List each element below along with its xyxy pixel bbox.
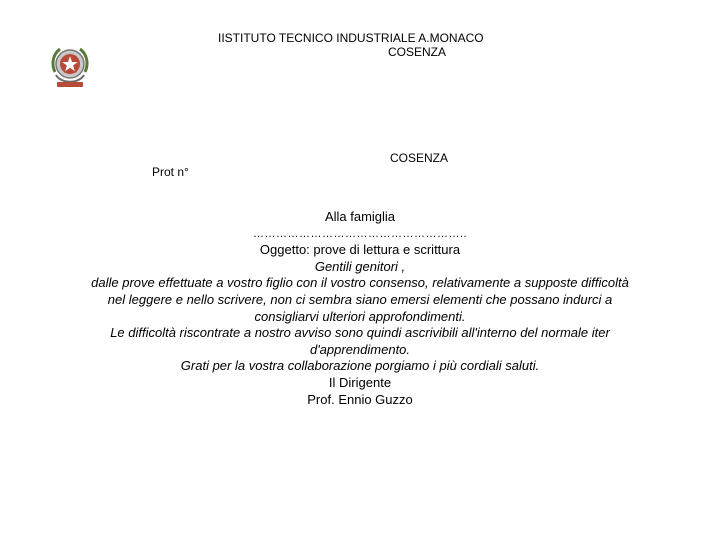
subject: Oggetto: prove di lettura e scrittura xyxy=(259,242,461,258)
closing: Grati per la vostra collaborazione porgiamo i più cordiali saluti. xyxy=(180,358,540,374)
salutation: Gentili genitori , xyxy=(314,258,406,274)
italian-republic-emblem-icon xyxy=(47,42,93,90)
recipient: Alla famiglia xyxy=(324,209,396,224)
body-line: d'apprendimento. xyxy=(309,341,411,357)
date-city: COSENZA xyxy=(390,151,449,165)
recipient-dots: ……………………………………………….. xyxy=(252,227,468,240)
signer-name: Prof. Ennio Guzzo xyxy=(307,391,413,407)
body-line: dalle prove effettuate a vostro figlio con il vostro consenso, relativamente a supposte difficoltà xyxy=(91,275,629,291)
header-city: COSENZA xyxy=(388,45,447,59)
body-line: Le difficoltà riscontrate a nostro avviso sono quindi ascrivibili all'interno del normale iter xyxy=(110,325,610,341)
protocol-number: Prot n° xyxy=(152,165,189,179)
body-line: consigliarvi ulteriori approfondimenti. xyxy=(254,308,466,324)
signer-role: Il Dirigente xyxy=(328,374,392,390)
school-name: IISTITUTO TECNICO INDUSTRIALE A.MONACO xyxy=(218,31,484,45)
body-line: nel leggere e nello scrivere, non ci sembra siano emersi elementi che possano indurci a xyxy=(107,291,613,307)
letter-body xyxy=(0,209,720,408)
